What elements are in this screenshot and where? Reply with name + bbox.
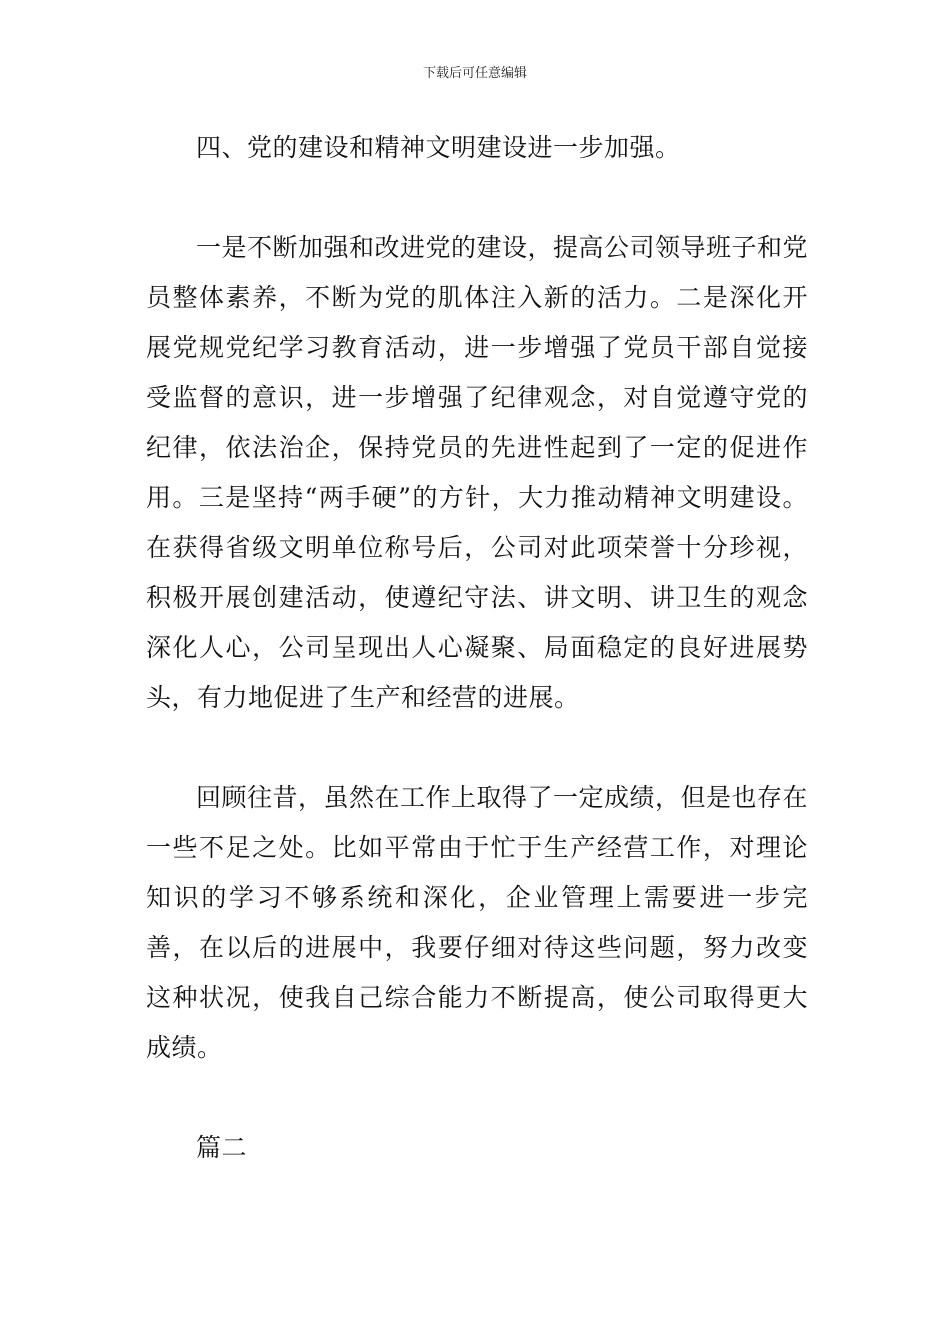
paragraph-spacer — [146, 723, 808, 773]
section-heading: 四、党的建设和精神文明建设进一步加强。 — [196, 133, 681, 162]
paragraph-review: 回顾往昔，虽然在工作上取得了一定成绩，但是也存在一些不足之处。比如平常由于忙于生产经营工作，对理论知识的学习不够系统和深化，企业管理上需要进一步完善，在以后的进展中，我要仔细对待这些问题，努力改变这种状况，使我自己综合能力不断提高，使公司取得更大成绩。 — [146, 783, 809, 1062]
paragraph-spacer — [146, 1073, 808, 1123]
section-label: 篇二 — [196, 1133, 248, 1162]
page-header-note: 下载后可任意编辑 — [422, 66, 527, 81]
paragraph-party-building: 一是不断加强和改进党的建设，提高公司领导班子和党员整体素养，不断为党的肌体注入新的活力。二是深化开展党规党纪学习教育活动，进一步增强了党员干部自觉接受监督的意识，进一步增强了纪律观念，对自觉遵守党的纪律，依法治企，保持党员的先进性起到了一定的促进作用。三是坚持“两手硬”的方针，大力推动精神文明建设。在获得省级文明单位称号后，公司对此项荣誉十分珍视，积极开展创建活动，使遵纪守法、讲文明、讲卫生的观念深化人心，公司呈现出人心凝聚、局面稳定的良好进展势头，有力地促进了生产和经营的进展。 — [146, 233, 809, 712]
document-body — [146, 123, 808, 1173]
paragraph-spacer — [146, 173, 808, 223]
